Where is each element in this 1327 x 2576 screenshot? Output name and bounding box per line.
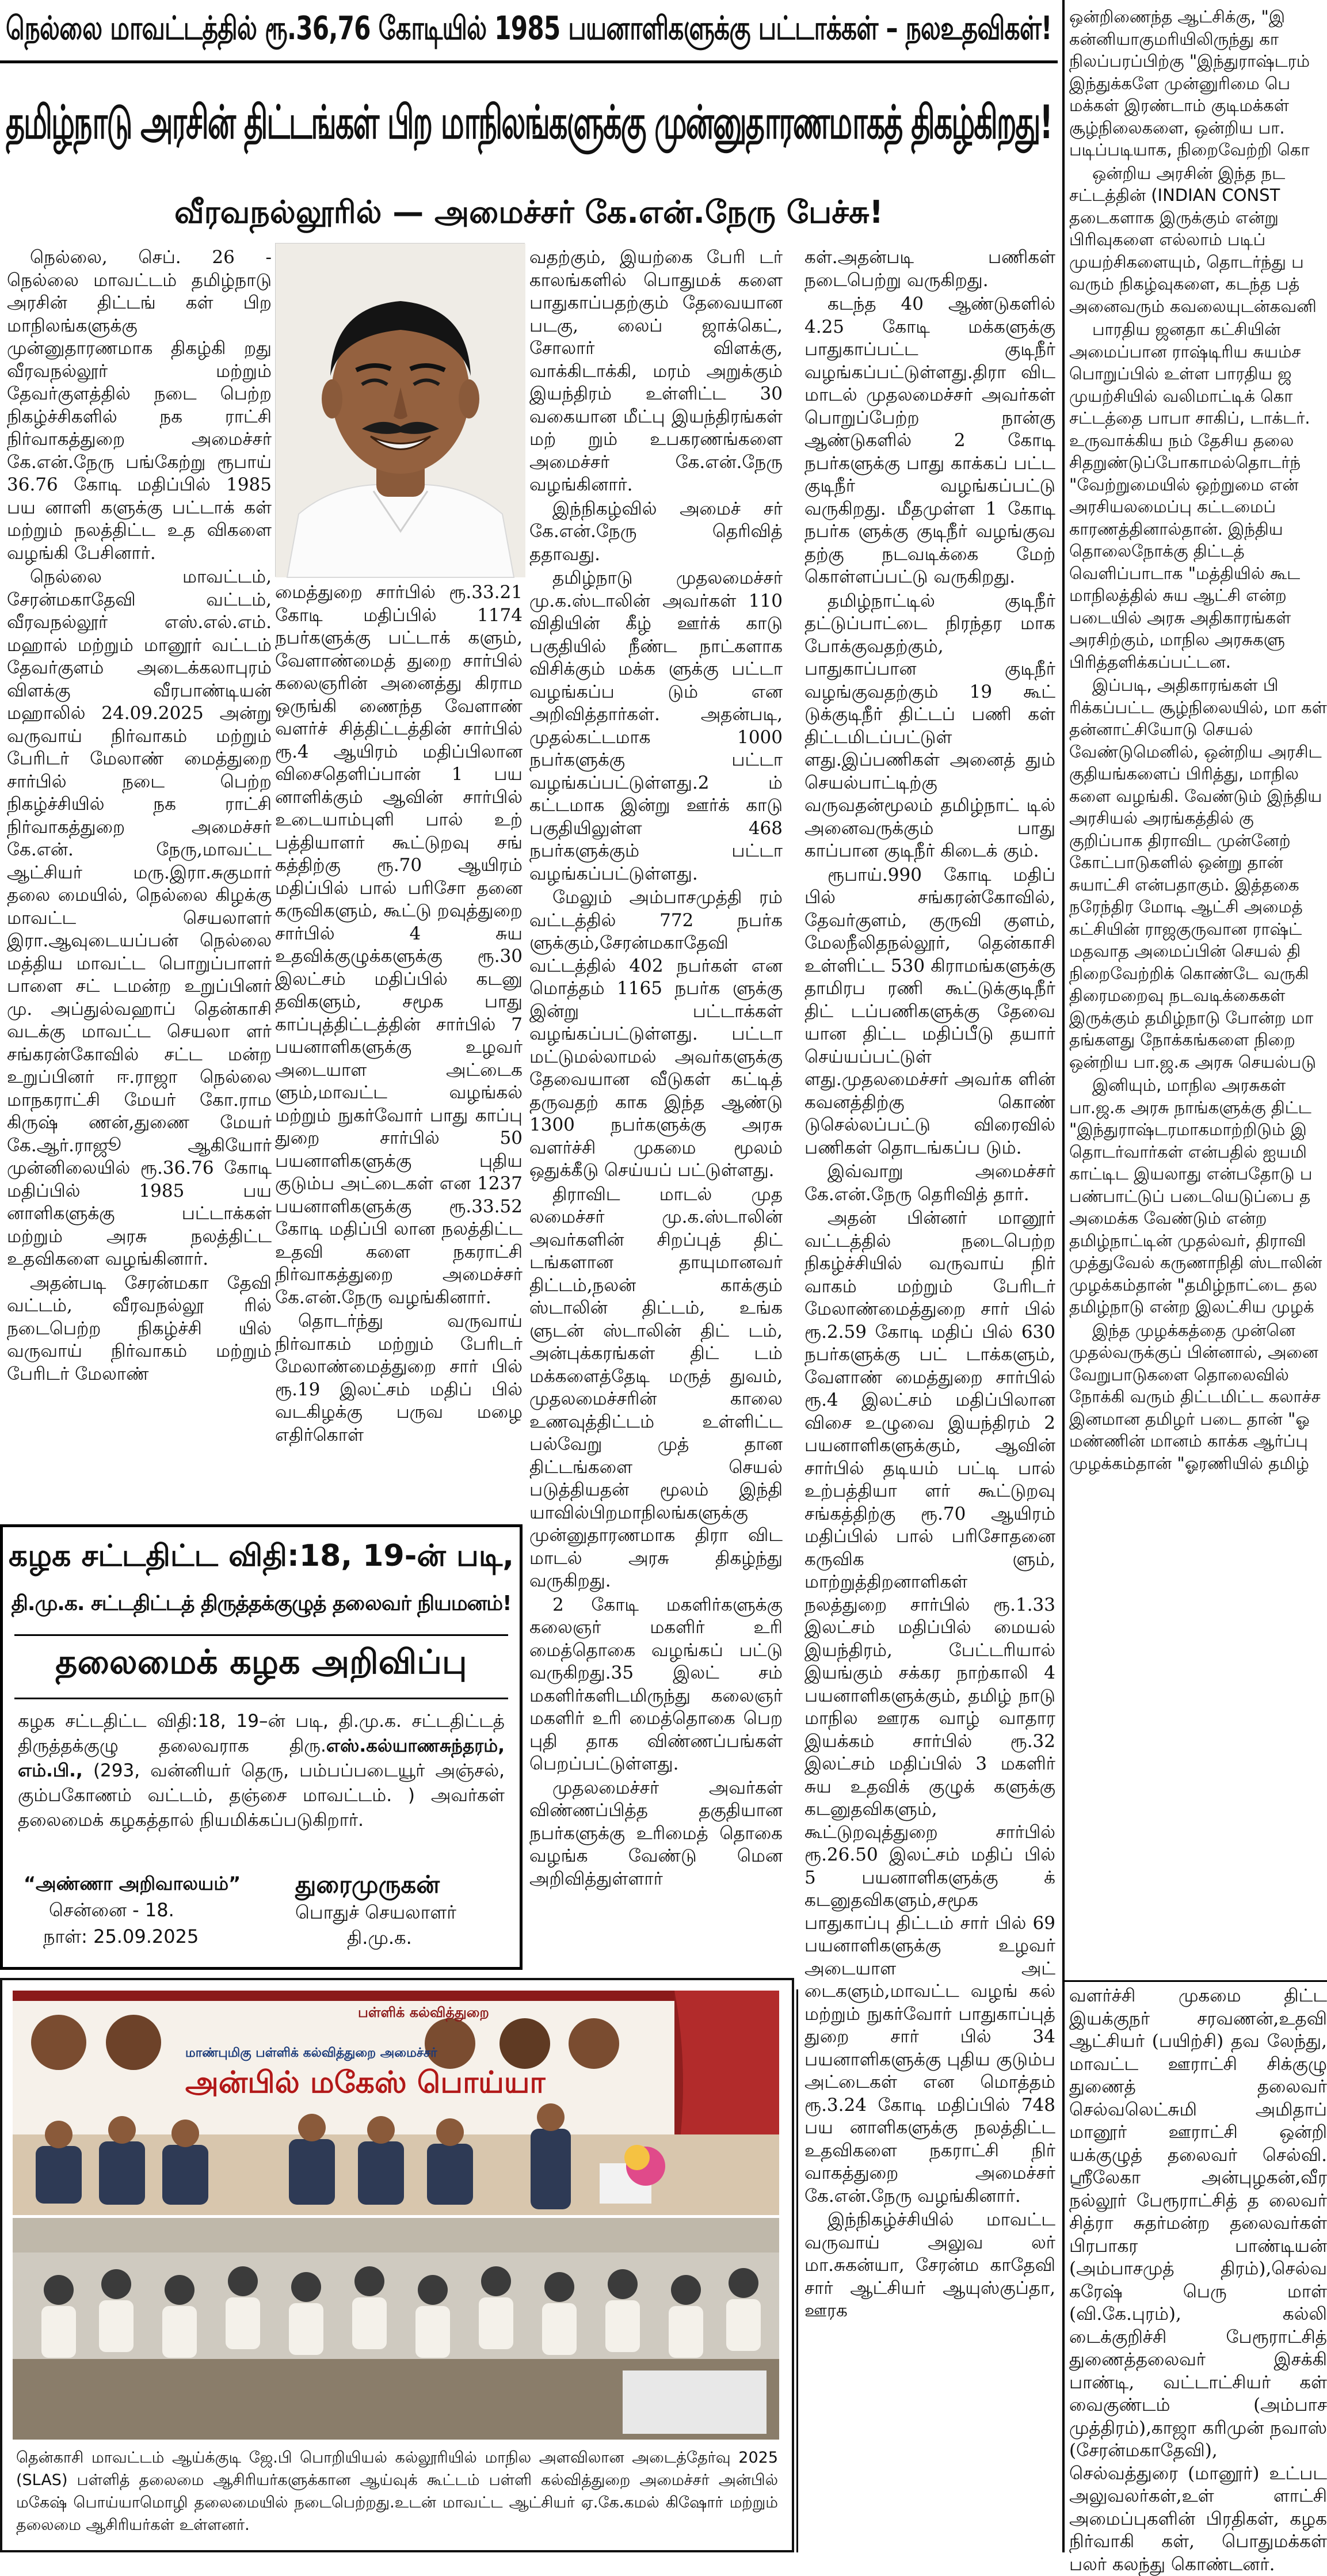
- minister-photo: [276, 243, 525, 577]
- article-column-4: [804, 246, 1055, 2549]
- paragraph: முதலமைச்சர் அவர்கள் விண்ணப்பித்த தகுதியான நபர்களுக்கு உரிமைத் தொகை வழங்க வேண்டு மென அறிவித்துள்ளார்: [529, 1777, 783, 1889]
- paragraph: அதன்படி சேரன்மகா தேவி வட்டம், வீரவநல்லூ ரில் நடைபெற்ற நிகழ்ச்சி யில் வருவாய் நிர்வாகம் மற்றும் பேரிடர் மேலாண்: [7, 1272, 272, 1384]
- paragraph: பாரதிய ஜனதா கட்சியின் அமைப்பான ராஷ்டிரிய சுயம்ச பொறுப்பில் உள்ள பாரதிய ஜ முயற்சியில் வலிமாட்டிக் கொ சட்டத்தை பாபா சாகிப், டாக்டர். உருவாக்கிய நம் தேசிய தலை சிதறுண்டுப்போகாமல்தொடர்ந் "வேற்றுமையில் ஒற்றுமை என் அரசியலமைப்பு கட்டமைப் காரணத்தினால்தான். இந்திய தொலைநோக்கு திட்டத் வெளிப்பாடாக "மத்தியில் கூட மாநிலத்தில் சுய ஆட்சி என்ற படையில் அரசு அதிகாரங்கள் அரசிற்கும், மாநில அரசுகளு பிரித்தளிக்கப்பட்டன.: [1069, 319, 1310, 672]
- paragraph: அதன் பின்னர் மானூர் வட்டத்தில் நடைபெற்ற நிகழ்ச்சியில் வருவாய் நிர் வாகம் மற்றும் பேரிடர் மேலாண்மைத்துறை சார் பில் ரூ.2.59 கோடி மதிப் பில் 630 நபர்களுக்கு பட் டாக்களும், வேளாண் மைத்துறை சார்பில் ரூ.4 இலட்சம் மதிப்பிலான விசை உழுவை இயந்திரம் 2 பயனாளிகளுக்கும், ஆவின் சார்பில் தடியம் பட்டி பால் உற்பத்தியா ளர் கூட்டுறவு சங்கத்திற்கு ரூ.70 ஆயிரம் மதிப்பில் பால் பரிசோதனை கருவிக ளும், மாற்றுத்திறனாளிகள் நலத்துறை சார்பில் ரூ.1.33 இலட்சம் மதிப்பில் மையல் இயந்திரம், பேட்டரியால் இயங்கும் சக்கர நாற்காலி 4 பயனாளிகளுக்கும், தமிழ் நாடு மாநில ஊரக வாழ் வாதார இயக்கம் சார்பில் ரூ.32 இலட்சம் மதிப்பில் 3 மகளிர் சுய உதவிக் குழுக் களுக்கு கடனுதவிகளும், கூட்டுறவுத்துறை சார்பில் ரூ.26.50 இலட்சம் மதிப் பில் 5 பயனாளிகளுக்கு க் கடனுதவிகளும்,சமூக பாதுகாப்பு திட்டம் சார் பில் 69 பயனாளிகளுக்கு உழவர் அடையாள அட் டைகளும்,மாவட்ட வழங் கல் மற்றும் நுகர்வோர் பாதுகாப்புத் துறை சார் பில் 34 பயனாளிகளுக்கு புதிய குடும்ப அட்டைகள் என மொத்தம் ரூ.3.24 கோடி மதிப்பில் 748 பய னாளிகளுக்கு நலத்திட்ட உதவிகளை நகராட்சி நிர் வாகத்துறை அமைச்சர் கே.என்.நேரு வழங்கினார்.: [804, 1208, 1055, 2206]
- main-headline: தமிழ்நாடு அரசின் திட்டங்கள் பிற மாநிலங்களுக்கு முன்னுதாரணமாகத் திகழ்கிறது!: [6, 96, 1052, 149]
- paragraph: மேலும் அம்பாசமுத்தி ரம் வட்டத்தில் 772 நபர்க ளுக்கும்,சேரன்மகாதேவி வட்டத்தில் 402 நபர்கள் என மொத்தம் 1165 நபர்க ளுக்கு இன்று பட்டாக்கள் வழங்கப்பட்டுள்ளது. பட்டா மட்டுமல்லாமல் அவர்களுக்கு தேவையான வீடுகள் கட்டித் தருவதற் காக இந்த ஆண்டு 1300 நபர்களுக்கு அரசு வளர்ச்சி முகமை மூலம் ஒதுக்கீடு செய்யப் பட்டுள்ளது.: [529, 887, 783, 1181]
- paragraph: தொடர்ந்து வருவாய் நிர்வாகம் மற்றும் பேரிடர் மேலாண்மைத்துறை சார் பில் ரூ.19 இலட்சம் மதிப் பில் வடகிழக்கு பருவ மழை எதிர்கொள்: [275, 1311, 523, 1445]
- place: “அண்ணா அறிவாலயம்”: [24, 1873, 241, 1894]
- paragraph: நெல்லை, செப். 26 - நெல்லை மாவட்டம் தமிழ்நாடு அரசின் திட்டங் கள் பிற மாநிலங்களுக்கு முன்னுதாரணமாக திகழ்கி றது வீரவநல்லூர் மற்றும் தேவர்குளத்தில் நடை பெற்ற நிகழ்ச்சிகளில் நக ராட்சி நிர்வாகத்துறை அமைச்சர் கே.என்.நேரு பங்கேற்று ரூபாய் 36.76 கோடி மதிப்பில் 1985 பய னாளி களுக்கு பட்டாக் கள் மற்றும் நலத்திட்ட உத விகளை வழங்கி பேசினார்.: [7, 247, 272, 564]
- announcement-title: தி.மு.க. சட்டதிட்டத் திருத்தக்குழுத் தலைவர் நியமனம்!: [11, 1592, 512, 1615]
- paragraph: இவ்வாறு அமைச்சர் கே.என்.நேரு தெரிவித் தார்.: [804, 1161, 1055, 1205]
- paragraph: கள்.அதன்படி பணிகள் நடைபெற்று வருகிறது.: [804, 247, 1055, 291]
- party-announcement-box: [0, 1524, 523, 1970]
- paragraph: கடந்த 40 ஆண்டுகளில் 4.25 கோடி மக்களுக்கு பாதுகாப்பட்ட குடிநீர் வழங்கப்பட்டுள்ளது.திரா விட மாடல் முதலமைச்சர் அவர்கள் பொறுப்பேற்ற நான்கு ஆண்டுகளில் 2 கோடி நபர்களுக்கு பாது காக்கப் பட்ட குடிநீர் வழங்கப்பட்டு வருகிறது. மீதமுள்ள 1 கோடி நபர்க ளுக்கு குடிநீர் வழங்குவ தற்கு நடவடிக்கை மேற் கொள்ளப்பட்டு வருகிறது.: [804, 294, 1055, 587]
- column-divider: [796, 1989, 798, 2552]
- section-divider: [1065, 1980, 1327, 1982]
- announcement-heading: தலைமைக் கழக அறிவிப்பு: [55, 1642, 467, 1681]
- paragraph: ஒன்றிய அரசின் இந்த நட சட்டத்தின் (INDIAN CONST தடைகளாக இருக்கும் என்று பிரிவுகளை எல்லாம் படிப் முயற்சிகளையும், தொடர்ந்து ப வரும் நிகழ்வுகளை, கடந்த பத் அனைவரும் கவலையுடன்கவனி: [1069, 163, 1317, 316]
- announcement-rule-line: கழக சட்டதிட்ட விதி:18, 19-ன் படி,: [8, 1539, 514, 1573]
- paragraph: ஒன்றிணைந்த ஆட்சிக்கு, "இ கன்னியாகுமரியிலிருந்து கா நிலப்பரப்பிற்கு "இந்துராஷ்டரம் இந்துக்களே முன்னுரிமை பெ மக்கள் இரண்டாம் குடிமக்கள் சூழ்நிலைகளை, ஒன்றிய பா. படிப்படியாக, நிறைவேற்றி கொ: [1069, 7, 1310, 159]
- paragraph: மைத்துறை சார்பில் ரூ.33.21 கோடி மதிப்பில் 1174 நபர்களுக்கு பட்டாக் களும், வேளாண்மைத் துறை சார்பில் கலைஞரின் அனைத்து கிராம ஒருங்கி ணைந்த வேளாண் வளர்ச் சித்திட்டத்தின் சார்பில் ரூ.4 ஆயிரம் மதிப்பிலான விசைதெளிப்பான் 1 பய னாளிக்கும் ஆவின் சார்பில் உடையாம்புளி பால் உற் பத்தியாளர் கூட்டுறவு சங் கத்திற்கு ரூ.70 ஆயிரம் மதிப்பில் பால் பரிசோ தனை கருவிகளும், கூட்டு றவுத்துறை சார்பில் 4 சுய உதவிக்குழுக்களுக்கு ரூ.30 இலட்சம் மதிப்பில் கடனு தவிகளும், சமூக பாது காப்புத்திட்டத்தின் சார்பில் 7 பயனாளிகளுக்கு உழவர் அடையாள அட்டைக ளும்,மாவட்ட வழங்கல் மற்றும் நுகர்வோர் பாது காப்பு துறை சார்பில் 50 பயனாளிகளுக்கு புதிய குடும்ப அட்டைகள் என 1237 பயனாளிகளுக்கு ரூ.33.52 கோடி மதிப்பி லான நலத்திட்ட உதவி களை நகராட்சி நிர்வாகத்துறை அமைச்சர் கே.என்.நேரு வழங்கினார்.: [275, 582, 523, 1308]
- editorial-column: [1069, 6, 1327, 1977]
- paragraph: தமிழ்நாட்டில் குடிநீர் தட்டுப்பாட்டை நிரந்தர மாக போக்குவதற்கும், பாதுகாப்பான குடிநீர் வழங்குவதற்கும் 19 கூட் டுக்குடிநீர் திட்டப் பணி கள் திட்டமிடப்பட்டுள் ளது.இப்பணிகள் அனைத் தும் செயல்பாட்டிற்கு வருவதன்மூலம் தமிழ்நாட் டில் அனைவருக்கும் பாது காப்பான குடிநீர் கிடைக் கும்.: [804, 590, 1055, 861]
- paragraph: இப்படி, அதிகாரங்கள் பி ரிக்கப்பட்ட சூழ்நிலையில், மா கள் தன்னாட்சியோடு செயல் வேண்டுமெனில், ஒன்றிய அரசிட குதியங்களைப் பிரித்து, மாநில களை வழங்கி. வேண்டும் இந்திய அரசியல் அரங்கத்தில் கு குறிப்பாக திராவிட முன்னேற் கோட்பாடுகளில் ஒன்று தான் சுயாட்சி என்பதாகும். இத்தகை நரேந்திர மோடி ஆட்சி அமைத் கட்சியின் ராஜகுருவான ராஷ்ட் மதவாத அமைப்பின் செயல் தி நிறைவேற்றிக் கொண்டே வருகி திரைமறைவு நடவடிக்கைகள் இருக்கும் தமிழ்நாடு போன்ற மா தங்களது நோக்கங்களை நிறை ஒன்றிய பா.ஜ.க அரசு செயல்படு: [1069, 675, 1327, 1072]
- city: சென்னை - 18.: [49, 1899, 174, 1921]
- top-headline: நெல்லை மாவட்டத்தில் ரூ.36,76 கோடியில் 1985 பயனாளிகளுக்கு பட்டாக்கள் – நலஉதவிகள்!: [0, 0, 1058, 63]
- article-column-5-continued: [1069, 1985, 1327, 2575]
- appointee-name: எஸ்.கல்யாணசுந்தரம், எம்.பி.,: [18, 1736, 505, 1781]
- paragraph: தமிழ்நாடு முதலமைச்சர் மு.க.ஸ்டாலின் அவர்கள் 110 விதியின் கீழ் ஊர்க் காடு பகுதியில் நீண்ட நாட்களாக விசிக்கும் மக்க ளுக்கு பட்டா வழங்கப்ப டும் என அறிவித்தார்கள். அதன்படி, முதல்கட்டமாக 1000 நபர்களுக்கு பட்டா வழங்கப்பட்டுள்ளது.2 ம் கட்டமாக இன்று ஊர்க் காடு பகுதியிலுள்ள 468 நபர்களுக்கும் பட்டா வழங்கப்பட்டுள்ளது.: [529, 568, 783, 884]
- designation: பொதுச் செயலாளர்: [295, 1901, 457, 1923]
- paragraph: இந்த முழக்கத்தை முன்னெ முதல்வருக்குப் பின்னால், அனை வேறுபாடுகளை தொலைவில் நோக்கி வரும் திட்டமிட்ட கலாச்ச இனமான தமிழர் படை தான் "ஓ மண்ணின் மானம் காக்க ஆர்ப்பு முழக்கம்தான் "ஓரணியில் தமிழ்: [1069, 1320, 1321, 1473]
- paragraph: 2 கோடி மகளிர்களுக்கு கலைஞர் மகளிர் உரி மைத்தொகை வழங்கப் பட்டு வருகிறது.35 இலட் சம் மகளிர்களிடமிருந்து கலைஞர் மகளிர் உரி மைத்தொகை பெற புதி தாக விண்ணப்பங்கள் பெறப்பட்டுள்ளது.: [529, 1594, 783, 1774]
- paragraph: நெல்லை மாவட்டம், சேரன்மகாதேவி வட்டம், வீரவநல்லூர் எஸ்.எல்.எம். மஹால் மற்றும் மானூர் வட்டம் தேவர்குளம் அடைக்கலாபுரம் விளக்கு வீரபாண்டியன் மஹாலில் 24.09.2025 அன்று வருவாய் நிர்வாகம் மற்றும் பேரிடர் மேலாண் மைத்துறை சார்பில் நடை பெற்ற நிகழ்ச்சியில் நக ராட்சி நிர்வாகத்துறை அமைச்சர் கே.என். நேரு,மாவட்ட ஆட்சியர் மரு.இரா.சுகுமார் தலை மையில், நெல்லை கிழக்கு மாவட்ட செயலாளர் இரா.ஆவுடையப்பன் நெல்லை மத்திய மாவட்ட பொறுப்பாளர் பாளை சட் டமன்ற உறுப்பினர் மு. அப்துல்வஹாப் தென்காசி வடக்கு மாவட்ட செயலா ளர் சங்கரன்கோவில் சட்ட மன்ற உறுப்பினர் ஈ.ராஜா நெல்லை மாநகராட்சி மேயர் கோ.ராம கிருஷ் ணன்,துணை மேயர் கே.ஆர்.ராஜூ ஆகியோர் முன்னிலையில் ரூ.36.76 கோடி மதிப்பில் 1985 பய னாளிகளுக்கு பட்டாக்கள் மற்றும் அரசு நலத்திட்ட உதவிகளை வழங்கினார்.: [7, 566, 272, 1269]
- paragraph: வதற்கும், இயற்கை பேரி டர் காலங்களில் பொதுமக் களை பாதுகாப்பதற்கும் தேவையான படகு, லைப் ஜாக்கெட், சோலார் விளக்கு, வாக்கிடாக்கி, மரம் அறுக்கும் இயந்திரம் உள்ளிட்ட 30 வகையான மீட்பு இயந்திரங்கள் மற் றும் உபகரணங்களை அமைச்சர் கே.என்.நேரு வழங்கினார்.: [529, 247, 783, 495]
- photo-caption: தென்காசி மாவட்டம் ஆய்க்குடி ஜே.பி பொறியியல் கல்லூரியில் மாநில அளவிலான அடைத்தேர்வு 2025 (SLAS) பள்ளித் தலைமை ஆசிரியர்களுக்கான ஆய்வுக் கூட்டம் பள்ளி கல்வித்துறை அமைச்சர் அன்பில் மகேஷ் பொய்யாமொழி தலைமையில் நடைபெற்றது.உடன் மாவட்ட ஆட்சியர் ஏ.கே.கமல் கிஷோர் மற்றும் தலைமை ஆசிரியர்கள் உள்ளனர்.: [16, 2449, 778, 2534]
- article-column-3: [529, 246, 783, 1973]
- sub-headline: வீரவநல்லூரில் — அமைச்சர் கே.என்.நேரு பேச்சு!: [174, 193, 883, 230]
- minister-portrait: [275, 243, 525, 577]
- event-photo: [13, 1991, 779, 2440]
- paragraph: இனியும், மாநில அரசுகள் பா.ஜ.க அரசு நாங்களுக்கு திட்ட "இந்துராஷ்டரமாகமாற்றிடும் இ தொடர்வார்கள் என்பதில் ஐயமி காட்டிட இயலாது என்பதோடு ப பண்பாட்டுப் படையெடுப்பை த அமைக்க வேண்டும் என்ற தமிழ்நாட்டின் முதல்வர், திராவி முத்துவேல் கருணாநிதி ஸ்டாலின் முழக்கம்தான் "தமிழ்நாட்டை தல தமிழ்நாடு என்ற இலட்சிய முழக்: [1069, 1075, 1322, 1316]
- banner-name: அன்பில் மகேஸ் பொய்யா: [185, 2065, 546, 2100]
- paragraph: திராவிட மாடல் முத லமைச்சர் மு.க.ஸ்டாலின் அவர்களின் சிறப்புத் திட் டங்களான தாயுமானவர் திட்டம்,நலன் காக்கும் ஸ்டாலின் திட்டம், உங்க ளுடன் ஸ்டாலின் திட் டம், அன்புக்கரங்கள் திட் டம் மக்களைத்தேடி மருத் துவம், முதலமைச்சரின் காலை உணவுத்திட்டம் உள்ளிட்ட பல்வேறு முத் தான திட்டங்களை செயல் படுத்தியதன் மூலம் இந்தி யாவில்பிறமாநிலங்களுக்கு முன்னுதாரணமாக திரா விட மாடல் அரசு திகழ்ந்து வருகிறது.: [529, 1184, 783, 1591]
- paragraph: ரூபாய்.990 கோடி மதிப் பில் சங்கரன்கோவில், தேவர்குளம், குருவி குளம், மேலநீலிதநல்லூர், தென்காசி உள்ளிட்ட 530 கிராமங்களுக்கு தாமிரப ரணி கூட்டுக்குடிநீர் திட் டப்பணிகளுக்கு தேவை யான திட்ட மதிப்பீடு தயார் செய்யப்பட்டுள் ளது.முதலமைச்சர் அவர்க ளின் கவனத்திற்கு கொண் டுசெல்லப்பட்டு விரைவில் பணிகள் தொடங்கப்ப டும்.: [804, 864, 1055, 1158]
- paragraph: வளர்ச்சி முகமை திட்ட இயக்குநர் சரவணன்,உதவி ஆட்சியர் (பயிற்சி) தவ லேந்து, மாவட்ட ஊராட்சி சிக்குழு துணைத் தலைவர் செல்வலெட்சுமி அமிதாப் மானூர் ஊராட்சி ஒன்றி யக்குழுத் தலைவர் செல்வி. ஸ்ரீலேகா அன்புழகன்,வீர நல்லூர் பேரூராட்சித் த லைவர் சித்ரா சுதர்மன்ற தலைவர்கள் பிரபாகர பாண்டியன் (அம்பாசமுத் திரம்),செல்வ கரேஷ் பெரு மாள் (வி.கே.புரம்), கல்லி டைக்குறிச்சி பேரூராட்சித் துணைத்தலைவர் இசக்கி பாண்டி, வட்டாட்சியர் கள் வைகுண்டம் (அம்பாச முத்திரம்),காஜா கரிமுன் நவாஸ் (சேரன்மகாதேவி), செல்வத்துரை (மானூர்) உட்பட அலுவலர்கள்,உள் ளாட்சி அமைப்புகளின் பிரதிகள், கழக நிர்வாகி கள், பொதுமக்கள் பலர் கலந்து கொண்டனர்.: [1069, 1985, 1327, 2575]
- event-photo-block: [0, 1978, 794, 2552]
- divider: [14, 1698, 508, 1699]
- announcement-body: கழக சட்டதிட்ட விதி:18, 19–ன் படி, தி.மு.க. சட்டதிட்டத் திருத்தக்குழு தலைவராக திரு.எஸ்.கல்யாணசுந்தரம், எம்.பி., (293, வன்னியர் தெரு, பம்பப்படையூர் அஞ்சல், கும்பகோணம் வட்டம், தஞ்சை மாவட்டம். ) அவர்கள் தலைமைக் கழகத்தால் நியமிக்கப்படுகிறார்.: [18, 1711, 505, 1831]
- party: தி.மு.க.: [347, 1927, 412, 1949]
- article-column-2: [275, 581, 523, 1519]
- article-column-1: [7, 246, 272, 1516]
- paragraph: இந்நிகழ்வில் அமைச் சர் கே.என்.நேரு தெரிவித் ததாவது.: [529, 498, 783, 565]
- date: நாள்: 25.09.2025: [43, 1926, 199, 1947]
- banner-line-2: மாண்புமிகு பள்ளிக் கல்வித்துறை அமைச்சர்: [185, 2046, 437, 2060]
- signatory: துரைமுருகன்: [295, 1870, 440, 1898]
- banner-line-1: பள்ளிக் கல்வித்துறை: [358, 2004, 489, 2021]
- column-divider: [1062, 0, 1065, 2552]
- paragraph: இந்நிகழ்ச்சியில் மாவட்ட வருவாய் அலுவ லர் மா.சுகன்யா, சேரன்ம காதேவி சார் ஆட்சியர் ஆயுஸ்குப்தா, ஊரக: [804, 2209, 1055, 2321]
- divider: [14, 1634, 508, 1636]
